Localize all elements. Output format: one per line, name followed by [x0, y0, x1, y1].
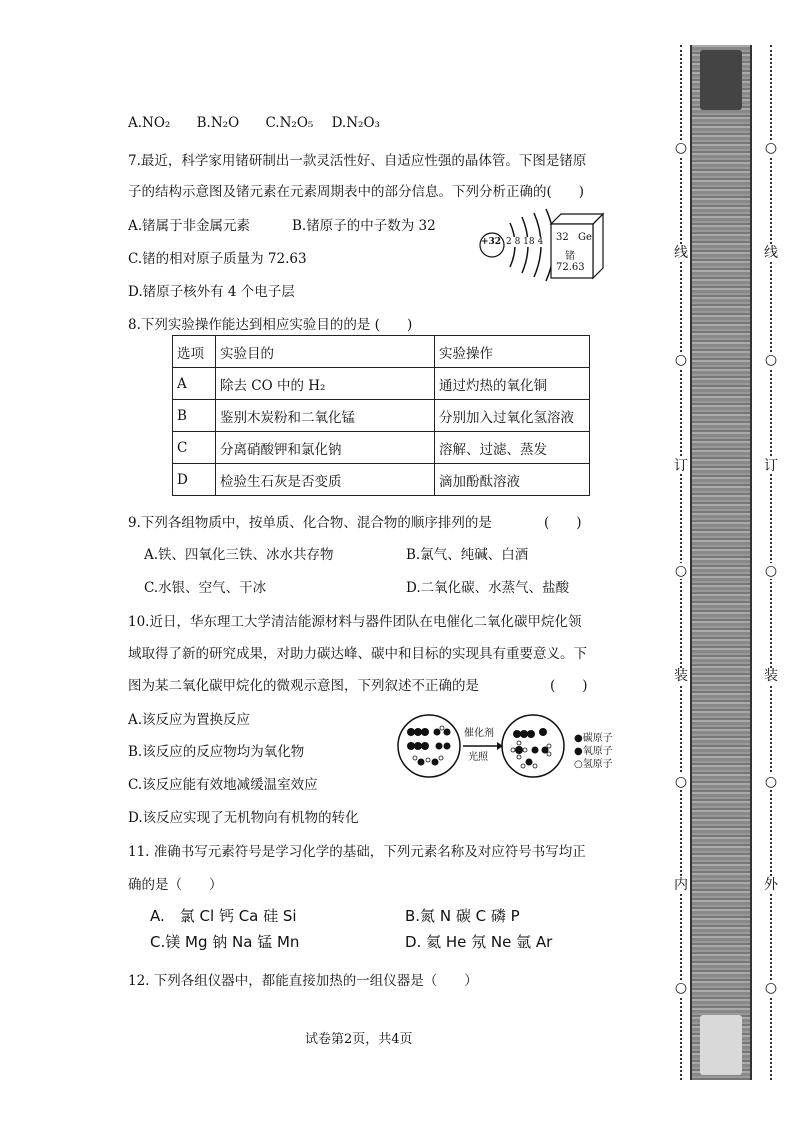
binding-mark-zhuang-right: 装	[764, 668, 778, 684]
hydrogen-atom-icon: ○	[574, 759, 583, 770]
q9-option-a: A.铁、四氧化三铁、冰水共存物	[144, 547, 334, 563]
carbon-atom-icon: ●	[574, 733, 583, 744]
q7-stem-line2: 子的结构示意图及锗元素在元素周期表中的部分信息。下列分析正确的( )	[128, 184, 585, 200]
table-cell: 滴加酚酞溶液	[435, 464, 590, 496]
table-cell: 分离硝酸钾和氯化钠	[216, 432, 435, 464]
table-header-cell: 实验目的	[216, 336, 435, 368]
binding-circle: ○	[764, 980, 778, 996]
q11-option-a: A. 氯 Cl 钙 Ca 硅 Si	[150, 907, 297, 925]
q10-option-a: A.该反应为置换反应	[128, 712, 251, 728]
atom-nucleus-label: +32	[481, 237, 502, 247]
q11-line1: 11. 准确书写元素符号是学习化学的基础，下列元素名称及对应符号书写均正	[128, 844, 586, 860]
q10-paren: ( )	[550, 678, 588, 694]
q12-stem: 12. 下列各组仪器中，都能直接加热的一组仪器是（ ）	[128, 973, 478, 989]
q10-option-b: B.该反应的反应物均为氧化物	[128, 744, 305, 760]
table-header-cell: 选项	[173, 336, 216, 368]
page-footer: 试卷第2页，共4页	[305, 1032, 413, 1047]
q9-option-d: D.二氧化碳、水蒸气、盐酸	[406, 580, 570, 596]
binding-circle: ○	[674, 774, 688, 790]
table-row	[173, 368, 590, 400]
table-cell: D	[173, 464, 216, 496]
binding-strip	[690, 45, 752, 1080]
q10-option-c: C.该反应能有效地减缓温室效应	[128, 777, 318, 793]
q6-options	[128, 115, 380, 131]
q10-line2: 域取得了新的研究成果，对助力碳达峰、碳中和目标的实现具有重要意义。下	[128, 646, 587, 662]
q9-option-c: C.水银、空气、干冰	[144, 580, 267, 596]
element-mass: 72.63	[556, 262, 585, 273]
reaction-condition-light: 光照	[468, 752, 488, 763]
q7-stem-line1: 7.最近，科学家用锗研制出一款灵活性好、自适应性强的晶体管。下图是锗原	[128, 153, 587, 169]
reaction-diagram	[395, 710, 570, 782]
element-symbol: Ge	[578, 232, 592, 243]
q9-option-b: B.氯气、纯碱、白酒	[406, 547, 529, 563]
q10-option-d: D.该反应实现了无机物向有机物的转化	[128, 810, 359, 826]
binding-mark-ding-right: 订	[764, 458, 778, 474]
q7-option-b: B.锗原子的中子数为 32	[292, 218, 436, 234]
q9-stem: 9.下列各组物质中，按单质、化合物、混合物的顺序排列的是	[128, 515, 492, 531]
q7-option-c: C.锗的相对原子质量为 72.63	[128, 251, 307, 267]
legend-oxygen: ●氧原子	[574, 746, 613, 757]
table-cell: 鉴别木炭粉和二氧化锰	[216, 400, 435, 432]
binding-mark-zhuang-left: 装	[674, 668, 688, 684]
q10-line1: 10.近日，华东理工大学清洁能源材料与器件团队在电催化二氧化碳甲烷化领	[128, 614, 582, 630]
q6-option-a: A.NO₂	[128, 115, 171, 131]
oxygen-atom-icon: ●	[574, 746, 583, 757]
table-cell: 溶解、过滤、蒸发	[435, 432, 590, 464]
binding-circle: ○	[674, 563, 688, 579]
q6-option-b: B.N₂O	[196, 115, 240, 131]
binding-circle: ○	[764, 140, 778, 156]
q11-option-b: B.氮 N 碳 C 磷 P	[405, 907, 520, 925]
element-name: 锗	[565, 251, 575, 262]
binding-circle: ○	[764, 352, 778, 368]
table-cell: 分别加入过氧化氢溶液	[435, 400, 590, 432]
q7-option-d: D.锗原子核外有 4 个电子层	[128, 284, 295, 300]
table-row	[173, 432, 590, 464]
binding-mark-xian-right: 线	[764, 245, 778, 261]
q9-paren: ( )	[544, 515, 582, 531]
binding-circle: ○	[764, 774, 778, 790]
binding-circle: ○	[674, 352, 688, 368]
q8-stem: 8.下列实验操作能达到相应实验目的的是 ( )	[128, 317, 413, 333]
q8-table	[172, 335, 590, 496]
q6-option-c: C.N₂O₅	[265, 115, 314, 131]
table-header-cell: 实验操作	[435, 336, 590, 368]
reaction-condition-catalyst: 催化剂	[464, 728, 494, 739]
binding-mark-xian-left: 线	[674, 245, 688, 261]
binding-mark-wai: 外	[764, 877, 778, 893]
element-number: 32	[556, 232, 569, 243]
q11-option-d: D. 氦 He 氖 Ne 氩 Ar	[405, 933, 553, 951]
table-cell: 除去 CO 中的 H₂	[216, 368, 435, 400]
binding-circle: ○	[764, 563, 778, 579]
table-cell: C	[173, 432, 216, 464]
q10-line3: 图为某二氧化碳甲烷化的微观示意图，下列叙述不正确的是	[128, 678, 479, 694]
legend-hydrogen: ○氢原子	[574, 759, 613, 770]
q7-option-a: A.锗属于非金属元素	[128, 218, 251, 234]
table-row	[173, 400, 590, 432]
binding-mark-ding-left: 订	[674, 458, 688, 474]
q11-option-c: C.镁 Mg 钠 Na 锰 Mn	[150, 933, 300, 951]
binding-circle: ○	[674, 980, 688, 996]
table-cell: B	[173, 400, 216, 432]
legend-carbon: ●碳原子	[574, 733, 613, 744]
q6-option-d: D.N₂O₃	[331, 115, 380, 131]
table-cell: 检验生石灰是否变质	[216, 464, 435, 496]
table-row	[173, 464, 590, 496]
atom-shell-electrons: 2 8 18 4	[506, 237, 544, 247]
binding-mark-nei: 内	[674, 877, 688, 893]
table-cell: A	[173, 368, 216, 400]
table-header-row	[173, 336, 590, 368]
binding-circle: ○	[674, 140, 688, 156]
table-cell: 通过灼热的氧化铜	[435, 368, 590, 400]
q11-line2: 确的是（ ）	[128, 877, 223, 893]
